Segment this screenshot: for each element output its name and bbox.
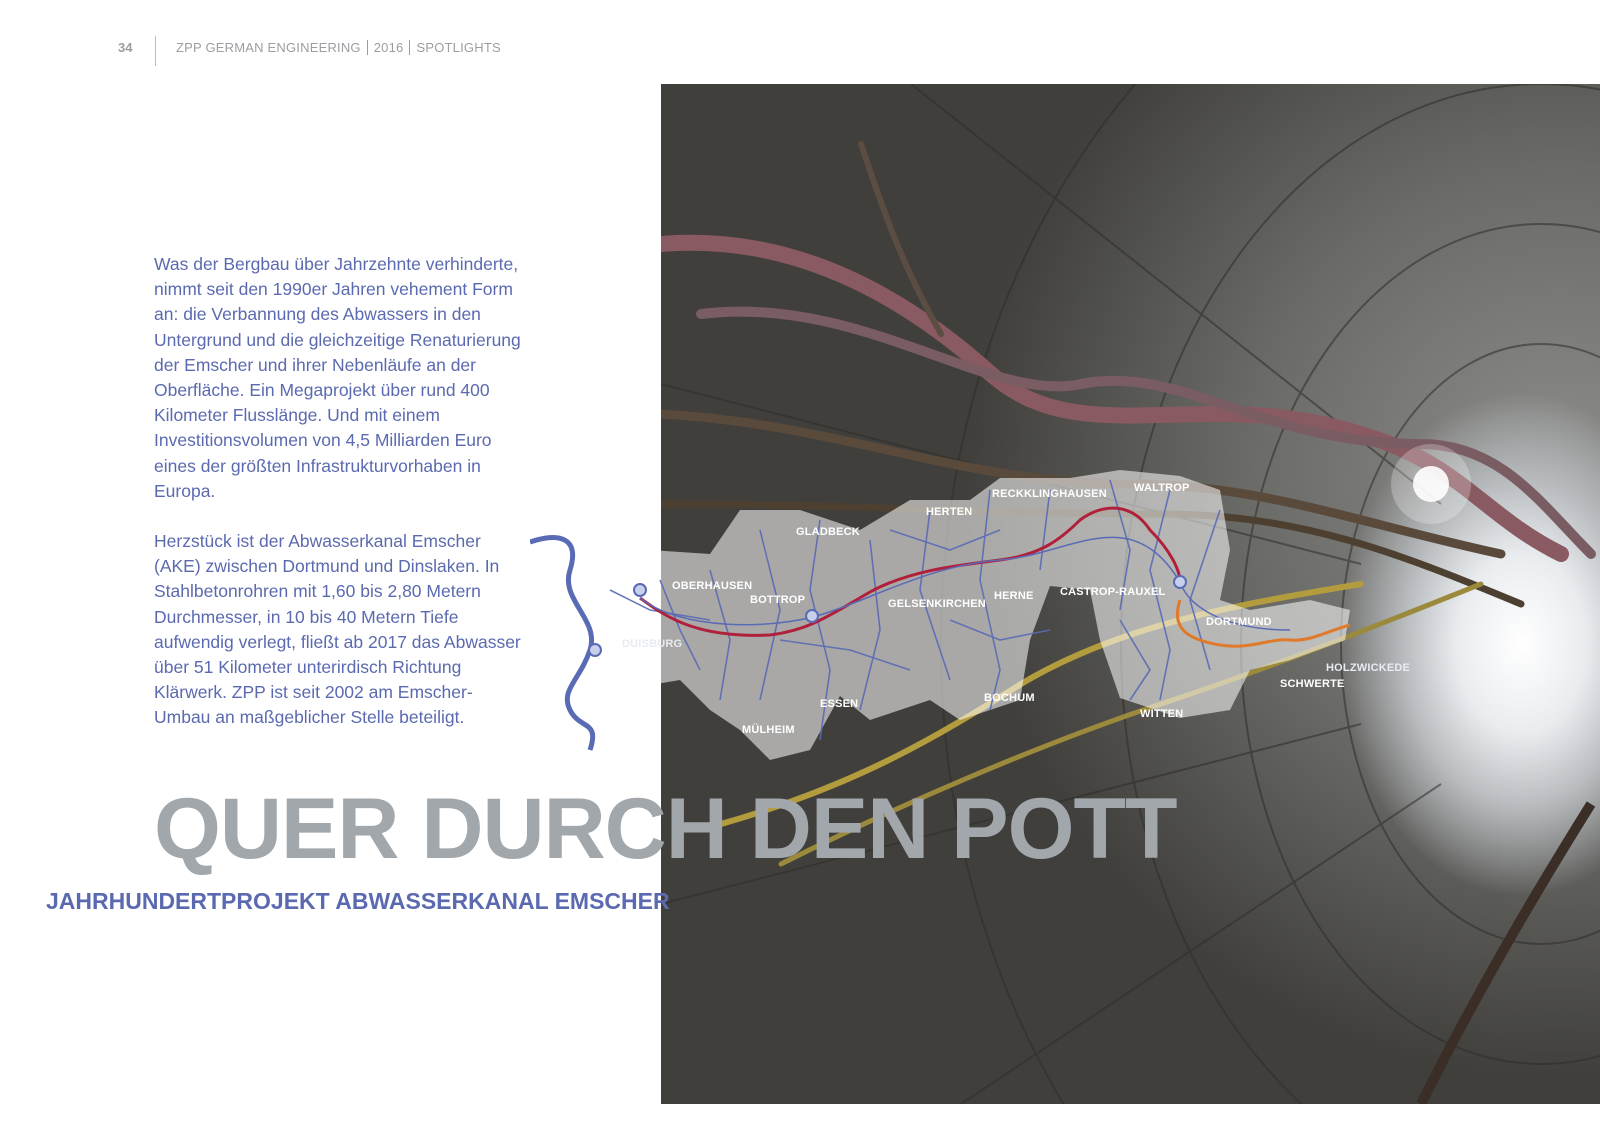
pump-station-marker [1174,576,1186,588]
city-label-schwerte: SCHWERTE [1280,678,1345,690]
city-label-muelheim: MÜLHEIM [742,724,795,736]
city-label-essen: ESSEN [820,698,859,710]
city-label-oberhausen: OBERHAUSEN [672,580,753,592]
city-label-gelsenkirchen: GELSENKIRCHEN [888,598,986,610]
page-title: QUER DURCH DEN POTT [154,781,1177,877]
city-label-castrop-rauxel: CASTROP-RAUXEL [1060,586,1166,598]
page-number: 34 [118,40,133,55]
publication-name: ZPP GERMAN ENGINEERING [176,40,361,55]
city-label-gladbeck: GLADBECK [796,526,860,538]
page-subtitle: JAHRHUNDERTPROJEKT ABWASSERKANAL EMSCHER [46,888,670,914]
city-label-dortmund: DORTMUND [1206,616,1272,628]
city-label-holzwickede: HOLZWICKEDE [1326,662,1411,674]
pump-station-marker [634,584,646,596]
pump-station-marker [589,644,601,656]
city-label-bochum: BOCHUM [984,692,1035,704]
city-label-herten: HERTEN [926,506,973,518]
intro-paragraph: Herzstück ist der Abwasserkanal Emscher (AKE) zwischen Dortmund und Dinslaken. In Stahlbetonrohren mit 1,60 bis 2,80 Metern Durchmesser, in 10 bis 40 Metern Tiefe aufwendig verlegt, fließt ab 2017 das Abwasser über 51 Kilometer unterirdisch Richtung Klärwerk. ZPP ist seit 2002 am Emscher-Umbau an maßgeblicher Stelle beteiligt. [154,531,521,728]
intro-text [154,252,524,756]
city-label-witten: WITTEN [1140,708,1184,720]
header-divider [155,36,156,66]
city-label-recklinghausen: RECKKLINGHAUSEN [992,488,1107,500]
city-label-waltrop: WALTROP [1134,482,1190,494]
city-label-herne: HERNE [994,590,1034,602]
rhine-river [530,538,593,750]
intro-paragraph: Was der Bergbau über Jahrzehnte verhinderte, nimmt seit den 1990er Jahren vehement Form an: die Verbannung des Abwassers in den Untergrund und die gleichzeitige Renaturierung der Emscher und ihrer Nebenläufe an der Oberfläche. Ein Megaprojekt über rund 400 Kilometer Flusslänge. Und mit einem Investitionsvolumen von 4,5 Milliarden Euro eines der größten Infrastrukturvorhaben in Europa. [154,254,521,501]
section-name: SPOTLIGHTS [416,40,501,55]
running-head [176,40,501,55]
emscher-map [530,470,1411,775]
city-label-bottrop: BOTTROP [750,594,806,606]
publication-year: 2016 [373,40,404,55]
separator [409,40,410,55]
pump-station-marker [806,610,818,622]
separator [367,40,368,55]
city-label-duisburg: DUISBURG [622,638,683,650]
